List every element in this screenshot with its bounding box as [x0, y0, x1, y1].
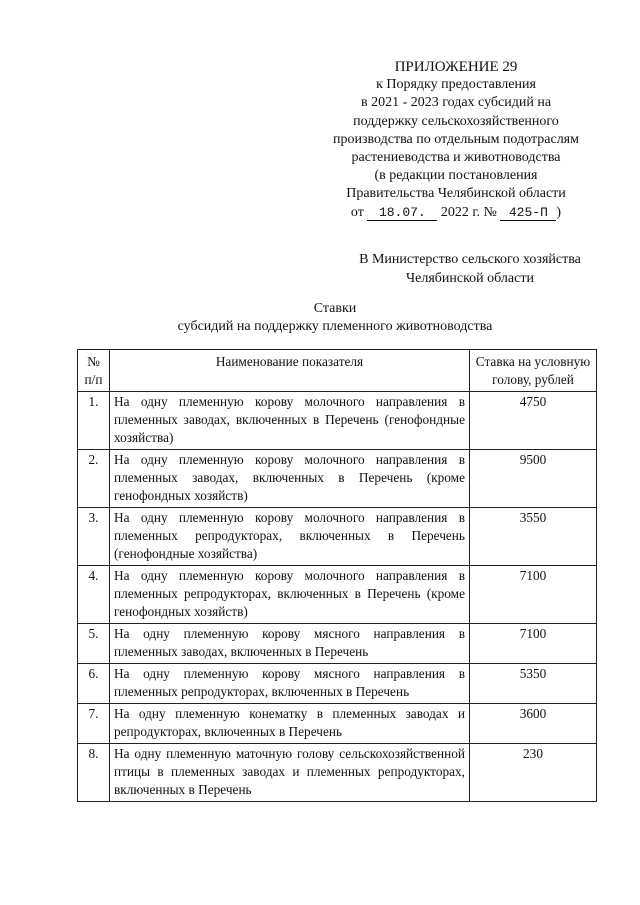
header-num: № п/п	[78, 350, 110, 392]
table-header-row	[78, 350, 597, 392]
close-paren: )	[556, 204, 562, 220]
row-rate: 3600	[470, 704, 597, 744]
appendix-line: Правительства Челябинской области	[346, 186, 566, 202]
header-rate: Ставка на условную голову, рублей	[470, 350, 597, 392]
table-row	[78, 624, 597, 664]
document-title-line: субсидий на поддержку племенного животноводства	[177, 319, 493, 334]
row-num: 3.	[78, 508, 110, 566]
appendix-line: к Порядку предоставления	[376, 77, 536, 93]
row-name: На одну племенную корову молочного направления в племенных репродукторах, включенных в Перечень (кроме генофондных хозяйств)	[110, 566, 470, 624]
row-rate: 3550	[470, 508, 597, 566]
document-title-line: Ставки	[313, 301, 357, 316]
table-row	[78, 392, 597, 450]
date-year: 2022 г. №	[440, 204, 497, 220]
row-name: На одну племенную корову молочного направления в племенных репродукторах, включенных в Перечень (генофондные хозяйства)	[110, 508, 470, 566]
recipient-line: Челябинской области	[406, 271, 534, 286]
table-row	[78, 566, 597, 624]
table-row	[78, 664, 597, 704]
rates-table	[77, 349, 597, 802]
row-name: На одну племенную маточную голову сельскохозяйственной птицы в племенных заводах и племенных репродукторах, включенных в Перечень	[110, 744, 470, 802]
row-rate: 9500	[470, 450, 597, 508]
row-rate: 5350	[470, 664, 597, 704]
table-row	[78, 450, 597, 508]
row-num: 6.	[78, 664, 110, 704]
table-row	[78, 508, 597, 566]
appendix-block	[318, 58, 594, 222]
appendix-date-line	[318, 204, 594, 222]
table-row	[78, 704, 597, 744]
row-num: 2.	[78, 450, 110, 508]
row-name: На одну племенную корову молочного направления в племенных заводах, включенных в Перечень (генофондные хозяйства)	[110, 392, 470, 450]
row-num: 7.	[78, 704, 110, 744]
appendix-line: производства по отдельным подотраслям	[333, 131, 579, 147]
row-num: 8.	[78, 744, 110, 802]
row-name: На одну племенную корову мясного направления в племенных заводах, включенных в Перечень	[110, 624, 470, 664]
document-title	[120, 300, 550, 336]
row-name: На одну племенную корову молочного направления в племенных заводах, включенных в Перечень (кроме генофондных хозяйств)	[110, 450, 470, 508]
appendix-line: растениеводства и животноводства	[351, 150, 561, 166]
appendix-title: ПРИЛОЖЕНИЕ 29	[394, 59, 518, 75]
appendix-line: (в редакции постановления	[374, 168, 538, 184]
row-name: На одну племенную конематку в племенных заводах и репродукторах, включенных в Перечень	[110, 704, 470, 744]
row-rate: 4750	[470, 392, 597, 450]
recipient-line: В Министерство сельского хозяйства	[359, 252, 581, 267]
table-row	[78, 744, 597, 802]
row-rate: 7100	[470, 566, 597, 624]
row-num: 1.	[78, 392, 110, 450]
row-rate: 7100	[470, 624, 597, 664]
date-value: 18.07.	[367, 206, 437, 221]
date-prefix: от	[350, 204, 364, 220]
header-name: Наименование показателя	[110, 350, 470, 392]
row-name: На одну племенную корову мясного направления в племенных репродукторах, включенных в Перечень	[110, 664, 470, 704]
row-rate: 230	[470, 744, 597, 802]
recipient-block	[330, 250, 610, 288]
appendix-line: поддержку сельскохозяйственного	[353, 113, 559, 129]
row-num: 4.	[78, 566, 110, 624]
number-value: 425-П	[500, 206, 556, 221]
row-num: 5.	[78, 624, 110, 664]
appendix-line: в 2021 - 2023 годах субсидий на	[360, 95, 552, 111]
